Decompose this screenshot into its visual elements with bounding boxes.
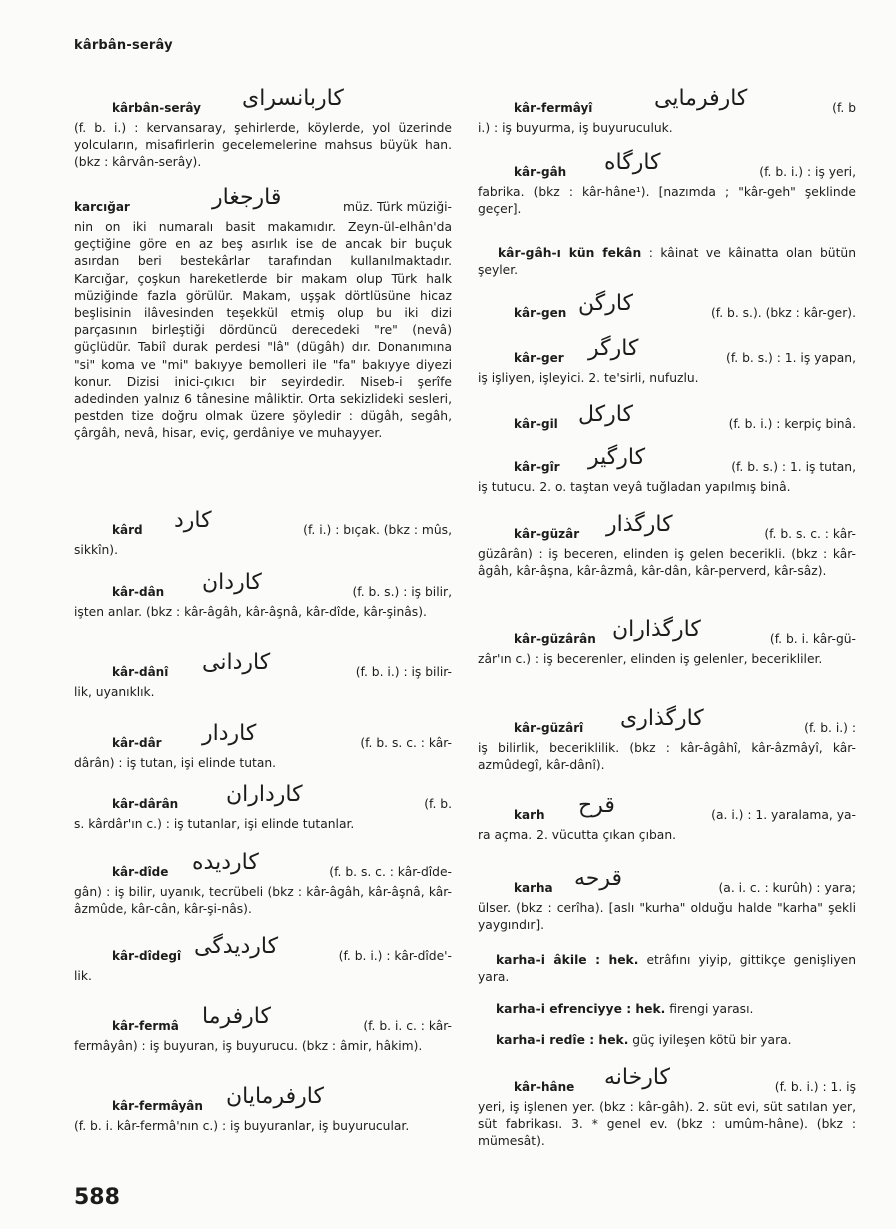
entry-kar-gir — [478, 445, 856, 496]
definition-start: (f. b. i.) : — [804, 721, 856, 735]
entry-kar-dide — [74, 850, 452, 918]
definition: nin on iki numaralı basit makamıdır. Zeyn-ül-elhân'da geçtiğine göre en az beş asırlık ise de ancak bir buçuk asırdan beri bestekârlar tarafından kullanılmaktadır. Karcığar, çoşkun hareketlerde bir makam olup Türk halk müziğinde fazla görülür. Makam, uşşak dörtlüsüne hicaz beşlisinin ilâvesinden teşekkül etmiş olup bu iki dizi parçasının birleştiği dördüncü derecedeki "re" (nevâ) güçlüdür. Tabiî durak perdesi "lâ" (dügâh) dır. Donanımına "si" koma ve "mi" bakıyye bemolleri ile "fa" bakıyye diyezi konur. Dizisi inici-çıkıcı bir seyirdedir. Niseb-i şerîfe adedinden yalnız 6 tânesine mâliktir. Orta sekizlideki sesleri, pestden tize doğru olmak üzere şöyledir : dügâh, segâh, çârgâh, nevâ, hisar, eviç, gerdâniye ve muhayyer. — [74, 220, 452, 441]
definition: iş tutucu. 2. o. taştan veyâ tuğladan yapılmış binâ. — [478, 480, 791, 494]
definition-start: (a. i. c. : kurûh) : yara; — [718, 881, 856, 895]
entry-kar-dan — [74, 570, 452, 621]
headword: kâr-hâne — [514, 1080, 575, 1094]
definition: sikkîn). — [74, 543, 118, 557]
entry-kar-gah-i-kun-fekan — [478, 245, 856, 279]
definition-start: (f. b. s. c. : kâr- — [360, 736, 452, 750]
entry-kar-dani — [74, 650, 452, 701]
headword: karcığar — [74, 200, 130, 214]
definition: ülser. (bkz : cerîha). [aslı "kurha" olduğu halde "karha" şekli yaygındır]. — [478, 901, 856, 933]
arabic-script: قرحه — [574, 866, 623, 891]
headword: kâr-güzârî — [514, 721, 584, 735]
entry-karban-seray — [74, 86, 452, 172]
headword: kâr-dânî — [112, 665, 169, 679]
definition: zâr'ın c.) : iş becerenler, elinden iş gelenler, becerikliler. — [478, 652, 823, 666]
arabic-script: كارگذارى — [620, 706, 704, 731]
arabic-script: كارگاه — [604, 150, 661, 175]
arabic-script: قرح — [578, 793, 615, 818]
definition: : kâinat ve kâinatta olan bütün şeyler. — [478, 246, 856, 278]
arabic-script: كاركل — [578, 402, 633, 427]
headword: kâr-gil — [514, 417, 558, 431]
arabic-script: كارگر — [588, 336, 639, 361]
entry-kar-ger — [478, 336, 856, 387]
definition-start: (f. b. i. c. : kâr- — [363, 1019, 452, 1033]
entry-karha-i-redie — [478, 1032, 856, 1049]
definition: ra açma. 2. vücutta çıkan çıban. — [478, 828, 677, 842]
definition-start: (f. b. i.) : kerpiç binâ. — [728, 417, 856, 431]
definition-start: (a. i.) : 1. yaralama, ya- — [711, 808, 856, 822]
entry-kar-gah — [478, 150, 856, 218]
entry-kar-hane — [478, 1065, 856, 1151]
definition: s. kârdâr'ın c.) : iş tutanlar, işi elinde tutanlar. — [74, 817, 355, 831]
arabic-script: كاردار — [202, 721, 257, 746]
headword: kâr-dâr — [112, 736, 162, 750]
definition-start: (f. b — [832, 101, 856, 115]
arabic-script: كارگير — [588, 445, 646, 470]
definition-start: (f. b. s.). (bkz : kâr-ger). — [710, 306, 856, 320]
entry-karha-i-akile — [478, 952, 856, 986]
arabic-script: كارفرمايى — [654, 86, 748, 111]
definition-start: (f. b. s.) : 1. iş yapan, — [726, 351, 856, 365]
definition: yeri, iş işlenen yer. (bkz : kâr-gâh). 2. süt evi, süt satılan yer, süt fabrikası. 3. * genel ev. (bkz : umûm-hâne). (bkz : mümesât). — [478, 1100, 856, 1149]
definition: güç iyileşen kötü bir yara. — [628, 1033, 792, 1047]
headword: karha-i redîe : hek. — [496, 1033, 629, 1047]
definition-start: (f. b. i.) : iş yeri, — [759, 165, 856, 179]
definition-start: (f. b. — [424, 797, 452, 811]
headword: kâr-ger — [514, 351, 564, 365]
definition: i.) : iş buyurma, iş buyuruculuk. — [478, 121, 673, 135]
headword: kâr-dîde — [112, 865, 169, 879]
headword: kâr-gâh — [514, 165, 567, 179]
arabic-script: قارجغار — [212, 185, 282, 210]
definition-start: (f. b. s. c. : kâr-dîde- — [329, 865, 452, 879]
definition: (f. b. i. kâr-fermâ'nın c.) : iş buyuranlar, iş buyurucular. — [74, 1119, 410, 1133]
definition-start: (f. b. i. kâr-gü- — [769, 632, 856, 646]
entry-karha — [478, 866, 856, 934]
arabic-script: كارگن — [578, 291, 634, 316]
definition: (f. b. i.) : kervansaray, şehirlerde, köylerde, yol üzerinde yolcuların, misafirlerin gecelemelerine mahsus büyük han. (bkz : kârvân-serây). — [74, 121, 452, 170]
entry-karh — [478, 793, 856, 844]
headword: kâr-güzârân — [514, 632, 596, 646]
definition-start: (f. b. i.) : 1. iş — [774, 1080, 856, 1094]
definition-start: (f. b. i.) : kâr-dîde'- — [338, 949, 452, 963]
arabic-script: كارديده — [192, 850, 259, 875]
definition: işten anlar. (bkz : kâr-âgâh, kâr-âşnâ, kâr-dîde, kâr-şinâs). — [74, 605, 427, 619]
entry-kar-gil — [478, 402, 856, 436]
arabic-script: كاربانسراى — [242, 86, 344, 111]
entry-kar-daran — [74, 782, 452, 833]
entry-karha-i-efrenciyye — [478, 1001, 856, 1018]
headword: karha — [514, 881, 553, 895]
arabic-script: كاردان — [202, 570, 262, 595]
arabic-script: كاردیدگی — [194, 934, 279, 959]
arabic-script: كارفرمايان — [226, 1084, 324, 1109]
headword: karha-i efrenciyye : hek. — [496, 1002, 666, 1016]
definition: iş işliyen, işleyici. 2. te'sirli, nufuzlu. — [478, 371, 699, 385]
entry-kar-dar — [74, 721, 452, 772]
definition: lik, uyanıklık. — [74, 685, 155, 699]
definition-start: müz. Türk müziği- — [342, 200, 452, 214]
headword: kâr-güzâr — [514, 527, 580, 541]
arabic-script: كارگذاران — [612, 617, 701, 642]
headword: kâr-fermâyân — [112, 1099, 203, 1113]
headword: kâr-dân — [112, 585, 165, 599]
definition-start: (f. i.) : bıçak. (bkz : mûs, — [303, 523, 452, 537]
definition-start: (f. b. s.) : 1. iş tutan, — [731, 460, 856, 474]
entry-kar-guzar — [478, 512, 856, 580]
entry-kar-didegi — [74, 934, 452, 985]
headword: karh — [514, 808, 545, 822]
headword: kâr-gâh-ı kün fekân — [498, 246, 642, 260]
definition: iş bilirlik, beceriklilik. (bkz : kâr-âgâhî, kâr-âzmâyî, kâr-azmûdegî, kâr-dânî). — [478, 741, 856, 773]
definition: firengi yarası. — [665, 1002, 754, 1016]
definition: fermâyân) : iş buyuran, iş buyurucu. (bkz : âmir, hâkim). — [74, 1039, 423, 1053]
headword: kârd — [112, 523, 143, 537]
definition: lik. — [74, 969, 92, 983]
entry-kar-fermayi — [478, 86, 856, 137]
definition-start: (f. b. i.) : iş bilir- — [355, 665, 452, 679]
entry-kar-guzari — [478, 706, 856, 774]
headword: kâr-fermâ — [112, 1019, 179, 1033]
arabic-script: كاردانى — [202, 650, 271, 675]
arabic-script: كارخانه — [604, 1065, 671, 1090]
headword: kâr-dîdegî — [112, 949, 182, 963]
headword: karha-i âkile : hek. — [496, 953, 639, 967]
running-head: kârbân-serây — [74, 38, 173, 53]
arabic-script: كارگذار — [606, 512, 673, 537]
headword: kâr-gîr — [514, 460, 560, 474]
entry-kard — [74, 508, 452, 559]
definition-start: (f. b. s. c. : kâr- — [764, 527, 856, 541]
headword: kâr-gen — [514, 306, 567, 320]
entry-kar-gen — [478, 291, 856, 325]
definition: dârân) : iş tutan, işi elinde tutan. — [74, 756, 277, 770]
arabic-script: كارد — [174, 508, 212, 533]
page-number: 588 — [74, 1185, 120, 1210]
headword: kârbân-serây — [112, 101, 201, 115]
entry-kar-fermayan — [74, 1084, 452, 1135]
headword: kâr-fermâyî — [514, 101, 593, 115]
definition: güzârân) : iş beceren, elinden iş gelen becerikli. (bkz : kâr-âgâh, kâr-âşna, kâr-âzmâ, kâr-dân, kâr-perverd, kâr-sâz). — [478, 547, 856, 579]
definition-start: (f. b. s.) : iş bilir, — [352, 585, 452, 599]
entry-kar-guzaran — [478, 617, 856, 668]
entry-kar-ferma — [74, 1004, 452, 1055]
definition: gân) : iş bilir, uyanık, tecrübeli (bkz : kâr-âgâh, kâr-âşnâ, kâr-âzmûde, kâr-cân, kâr-şi-nâs). — [74, 885, 452, 917]
headword: kâr-dârân — [112, 797, 179, 811]
entry-karcigar — [74, 185, 452, 443]
arabic-script: كارفرما — [202, 1004, 271, 1029]
definition: fabrika. (bkz : kâr-hâne¹). [nazımda ; "kâr-geh" şeklinde geçer]. — [478, 185, 856, 217]
definition: etrâfını yiyip, gittikçe genişliyen yara. — [478, 953, 856, 985]
arabic-script: كارداران — [226, 782, 303, 807]
